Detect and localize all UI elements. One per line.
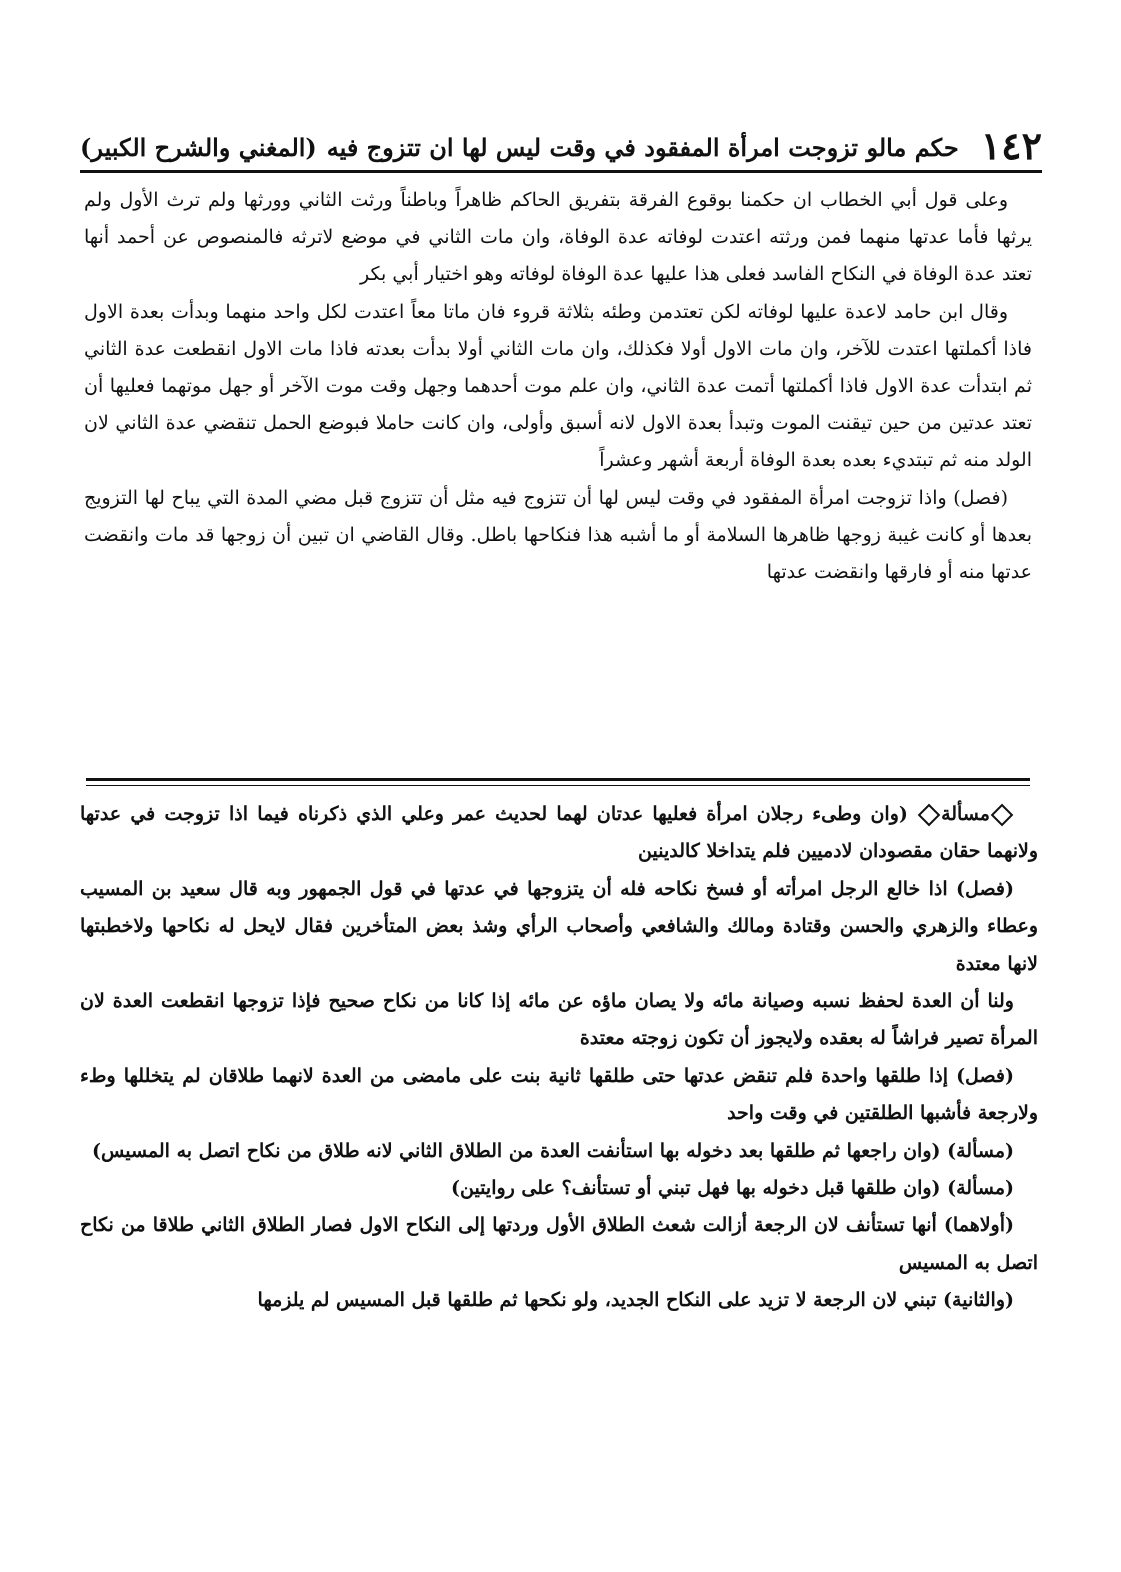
section-divider — [86, 778, 1030, 781]
ornament-icon — [918, 804, 941, 827]
page-number: ١٤٢ — [980, 123, 1042, 168]
masala-label: مسألة — [941, 803, 990, 825]
paragraph: (والثانية) تبني لان الرجعة لا تزيد على النكاح الجديد، ولو نكحها ثم طلقها قبل المسيس لم يلزمها — [257, 1289, 1014, 1312]
book-title: (المغني والشرح الكبير) — [80, 133, 317, 162]
paragraph: (فصل) إذا طلقها واحدة فلم تنقض عدتها حتى طلقها ثانية بنت على مامضى من العدة لانهما طلاقان لم يتخللها وطء ولارجعة فأشبها الطلقتين في وقت واحد — [80, 1064, 1038, 1125]
section-divider-thin — [86, 785, 1030, 786]
ornament-icon — [991, 804, 1014, 827]
paragraph: (أولاهما) أنها تستأنف لان الرجعة أزالت شعث الطلاق الأول وردتها إلى النكاح الاول فصار الطلاق الثاني طلاقا من نكاح اتصل به المسيس — [80, 1214, 1038, 1274]
header-rule — [80, 170, 1042, 173]
paragraph: (فصل) واذا تزوجت امرأة المفقود في وقت ليس لها أن تتزوج فيه مثل أن تتزوج قبل مضي المدة التي يباح لها التزويج بعدها أو كانت غيبة زوجها ظاهرها السلامة أو ما أشبه هذا فنكاحها باطل. وقال القاضي ان تبين أن زوجها قد مات وانقضت عدتها منه أو فارقها وانقضت عدتها — [84, 486, 1032, 584]
paragraph: وقال ابن حامد لاعدة عليها لوفاته لكن تعتدمن وطئه بثلاثة قروء فان ماتا معاً اعتدت لكل واحد منهما وبدأت بعدة الاول فاذا أكملتها اعتدت للآخر، وان مات الاول أولا فكذلك، وان مات الثاني أولا بدأت بعدته فاذا مات الاول انقطعت عدة الثاني ثم ابتدأت عدة الاول فاذا أكملتها أتمت عدة الثاني، وان علم موت أحدهما وجهل وقت موت الآخر أو جهل موتهما فعليها أن تعتد عدتين من حين تيقنت الموت وتبدأ بعدة الاول لانه أسبق وأولى، وان كانت حاملا فبوضع الحمل تنقضي عدة الثاني لان الولد منه ثم تبتديء بعده بعدة الوفاة أربعة أشهر وعشراً — [84, 300, 1032, 472]
running-title: حكم مالو تزوجت امرأة المفقود في وقت ليس لها ان تتزوج فيه — [326, 133, 959, 162]
paragraph: وعلى قول أبي الخطاب ان حكمنا بوقوع الفرقة بتفريق الحاكم ظاهراً وباطناً ورثت الثاني وورثها ولم ترث الأول ولم يرثها فأما عدتها منهما فمن ورثته اعتدت لوفاته عدة الوفاة، وان مات الثاني في موضع لاترثه فالمنصوص عن أحمد أنها تعتد عدة الوفاة في النكاح الفاسد فعلى هذا عليها عدة الوفاة لوفاته وهو اختيار أبي بكر — [84, 189, 1032, 286]
main-text — [84, 182, 1032, 591]
commentary-text — [80, 796, 1038, 1320]
paragraph — [80, 796, 1038, 871]
paragraph: (فصل) اذا خالع الرجل امرأته أو فسخ نكاحه فله أن يتزوجها في عدتها في قول الجمهور وبه قال سعيد بن المسيب وعطاء والزهري والحسن وقتادة ومالك والشافعي وأصحاب الرأي وشذ بعض المتأخرين فقال لايحل له نكاحها ولاخطبتها لانها معتدة — [80, 877, 1038, 975]
page-header — [80, 120, 1042, 168]
paragraph-text: (وان وطىء رجلان امرأة فعليها عدتان لهما لحديث عمر وعلي الذي ذكرناه فيما اذا تزوجت في عدتها ولانهما حقان مقصودان لادميين فلم يتداخلا كالدينين — [80, 803, 1038, 863]
paragraph: (مسألة) (وان راجعها ثم طلقها بعد دخوله بها استأنفت العدة من الطلاق الثاني لانه طلاق من نكاح اتصل به المسيس) — [92, 1139, 1014, 1162]
paragraph: ولنا أن العدة لحفظ نسبه وصيانة مائه ولا يصان ماؤه عن مائه إذا كانا من نكاح صحيح فإذا تزوجها انقطعت العدة لان المرأة تصير فراشاً له بعقده ولايجوز أن تكون زوجته معتدة — [80, 990, 1038, 1050]
paragraph: (مسألة) (وان طلقها قبل دخوله بها فهل تبني أو تستأنف؟ على روايتين) — [450, 1177, 1014, 1200]
